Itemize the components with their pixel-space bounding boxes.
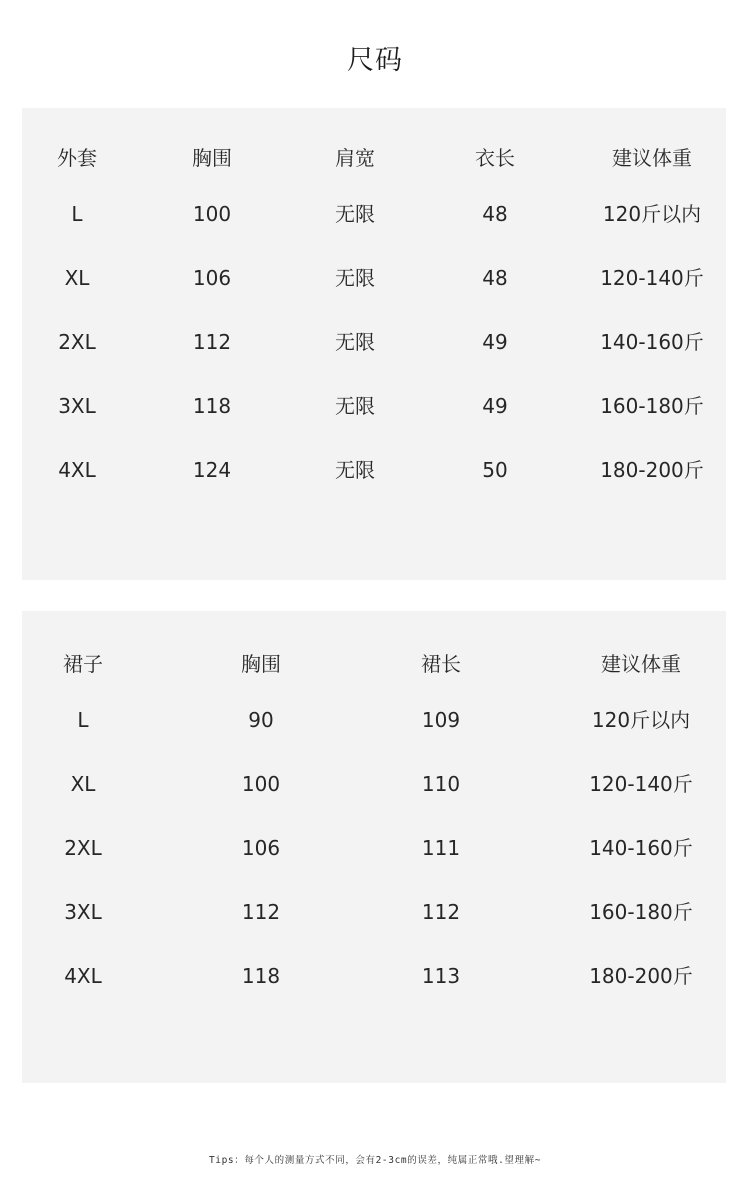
table-cell: 140-160斤	[589, 836, 693, 860]
column-header: 建议体重	[612, 146, 692, 170]
size-label-cell: 2XL	[58, 330, 96, 354]
table-cell: 118	[192, 394, 232, 418]
table-cell: 110	[421, 772, 461, 796]
size-label-cell: XL	[70, 772, 96, 796]
table-cell: 106	[192, 266, 232, 290]
size-label-cell: L	[71, 202, 83, 226]
table-cell: 112	[421, 900, 461, 924]
table-cell: 48	[482, 202, 508, 226]
column-header: 裙长	[421, 652, 461, 676]
table-cell: 无限	[335, 458, 375, 482]
table-cell: 180-200斤	[589, 964, 693, 988]
column-header: 裙子	[63, 652, 103, 676]
page-title: 尺码	[347, 45, 403, 76]
table-cell: 120-140斤	[600, 266, 704, 290]
size-label-cell: 3XL	[58, 394, 96, 418]
table-cell: 113	[421, 964, 461, 988]
table-cell: 48	[482, 266, 508, 290]
table-cell: 49	[482, 394, 508, 418]
table-cell: 180-200斤	[600, 458, 704, 482]
table-cell: 109	[421, 708, 461, 732]
table-cell: 120斤以内	[591, 708, 691, 732]
table-cell: 无限	[335, 266, 375, 290]
table-cell: 90	[248, 708, 274, 732]
column-header: 建议体重	[601, 652, 681, 676]
table-cell: 124	[192, 458, 232, 482]
table-cell: 无限	[335, 330, 375, 354]
column-header: 衣长	[475, 146, 515, 170]
column-header: 胸围	[192, 146, 232, 170]
table-cell: 49	[482, 330, 508, 354]
size-label-cell: 3XL	[64, 900, 102, 924]
table-cell: 118	[241, 964, 281, 988]
size-label-cell: 4XL	[58, 458, 96, 482]
table-cell: 140-160斤	[600, 330, 704, 354]
table-cell: 112	[241, 900, 281, 924]
column-header: 肩宽	[335, 146, 375, 170]
table-cell: 100	[192, 202, 232, 226]
size-label-cell: L	[77, 708, 89, 732]
table-cell: 112	[192, 330, 232, 354]
jacket-size-table	[22, 108, 726, 580]
table-cell: 100	[241, 772, 281, 796]
table-cell: 无限	[335, 394, 375, 418]
table-cell: 106	[241, 836, 281, 860]
skirt-size-table	[22, 611, 726, 1083]
measurement-tips: Tips：每个人的测量方式不同，会有2-3cm的误差，纯属正常哦.望理解~	[208, 1155, 542, 1166]
table-cell: 无限	[335, 202, 375, 226]
size-label-cell: 2XL	[64, 836, 102, 860]
table-cell: 160-180斤	[600, 394, 704, 418]
size-label-cell: XL	[64, 266, 90, 290]
size-label-cell: 4XL	[64, 964, 102, 988]
table-cell: 50	[482, 458, 508, 482]
table-cell: 160-180斤	[589, 900, 693, 924]
table-cell: 120-140斤	[589, 772, 693, 796]
column-header: 胸围	[241, 652, 281, 676]
table-cell: 120斤以内	[602, 202, 702, 226]
table-cell: 111	[421, 836, 461, 860]
column-header: 外套	[57, 146, 97, 170]
